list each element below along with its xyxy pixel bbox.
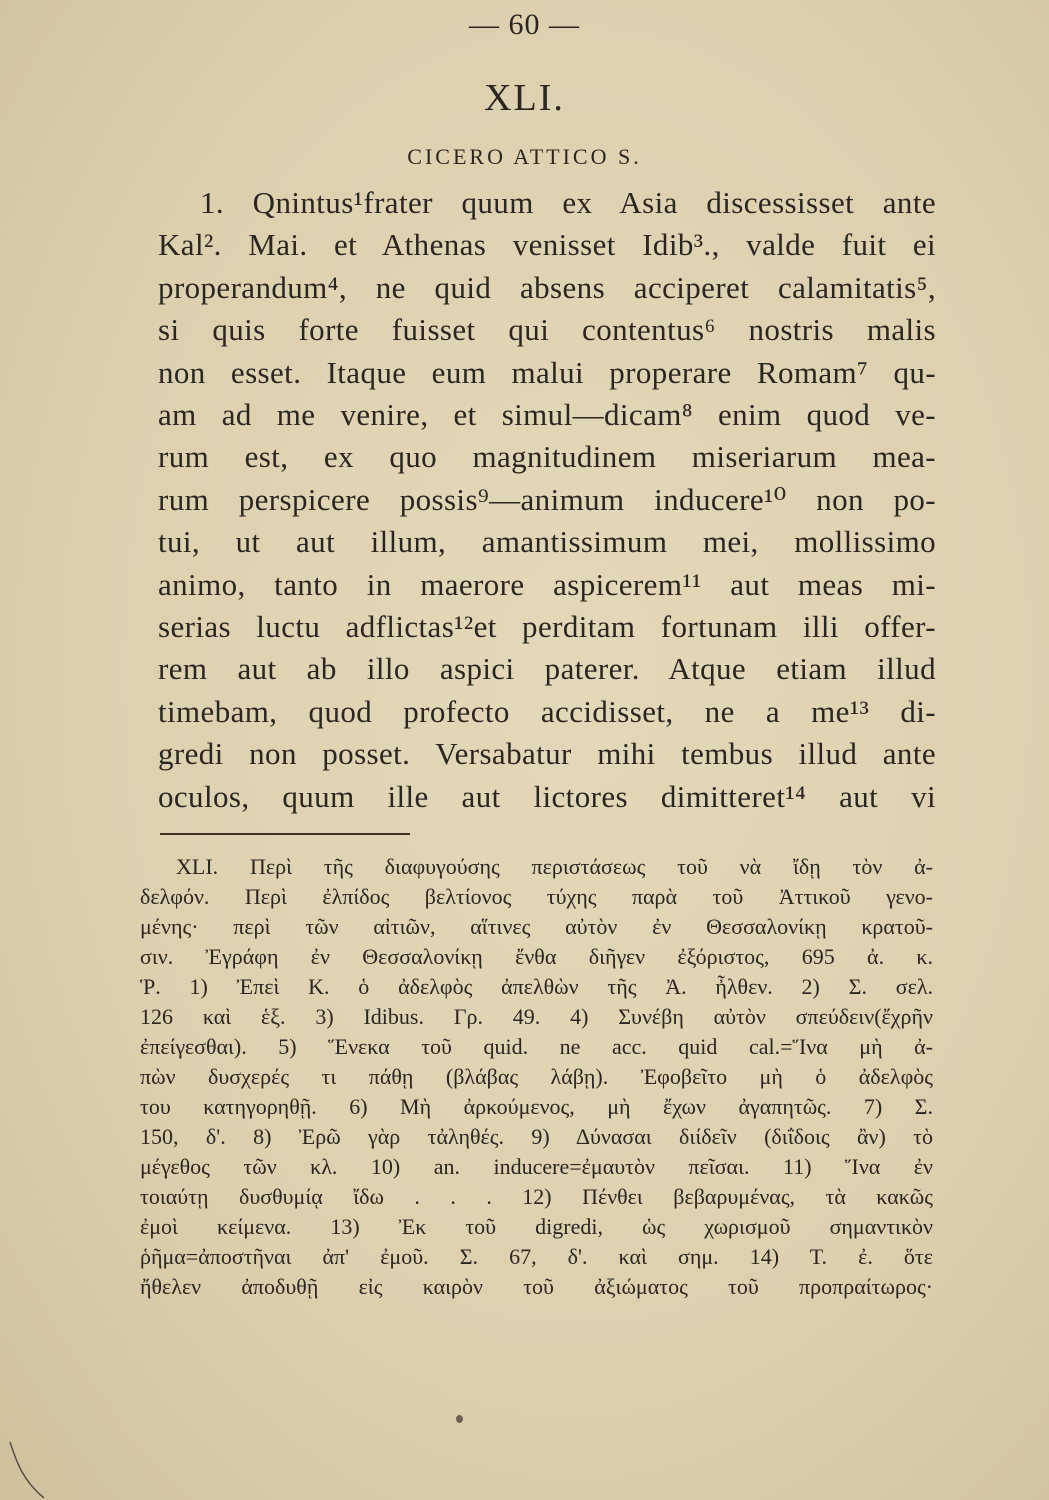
footnotes: [140, 852, 933, 1302]
body-line: animo, tanto in maerore aspicerem¹¹ aut meas mi-: [158, 566, 936, 602]
footnote-line: μέγεθος τῶν κλ. 10) an. inducere=ἐμαυτὸν πεῖσαι. 11) Ἵνα ἐν: [140, 1154, 933, 1179]
footnote-line: του κατηγορηθῇ. 6) Μὴ ἀρκούμενος, μὴ ἔχων ἀγαπητῶς. 7) Σ.: [140, 1094, 933, 1119]
footnote-line: Ῥ. 1) Ἐπεὶ Κ. ὁ ἀδελφὸς ἀπελθὼν τῆς Ἀ. ἦλθεν. 2) Σ. σελ.: [140, 974, 933, 999]
body-line: properandum⁴, ne quid absens acciperet calamitatis⁵,: [158, 269, 936, 305]
footnote-line: μένης· περὶ τῶν αἰτιῶν, αἵτινες αὐτὸν ἐν Θεσσαλονίκῃ κρατοῦ-: [140, 914, 933, 939]
body-line: si quis forte fuisset qui contentus⁶ nostris malis: [158, 312, 936, 348]
footnote-line: 126 καὶ ἑξ. 3) Idibus. Γρ. 49. 4) Συνέβη αὐτὸν σπεύδειν(ἔχρῆν: [140, 1004, 933, 1029]
body-line: non esset. Itaque eum malui properare Romam⁷ qu-: [158, 354, 936, 390]
ink-speck: [456, 1415, 463, 1423]
page-corner-mark: [8, 1440, 48, 1500]
letter-number-heading: XLI.: [484, 77, 565, 119]
footnote-line: πὼν δυσχερές τι πάθῃ (βλάβας λάβῃ). Ἐφοβεῖτο μὴ ὁ ἀδελφὸς: [140, 1064, 933, 1089]
body-line: oculos, quum ille aut lictores dimitteret¹⁴ aut vi: [158, 778, 936, 814]
body-line: tui, ut aut illum, amantissimum mei, mollissimo: [158, 524, 936, 560]
footnote-line: τοιαύτῃ δυσθυμίᾳ ἴδω . . . 12) Πένθει βεβαρυμένας, τὰ κακῶς: [140, 1184, 933, 1209]
body-line: am ad me venire, et simul—dicam⁸ enim quod ve-: [158, 397, 936, 433]
footnote-separator-rule: [160, 833, 410, 835]
footnote-line: ἐμοὶ κείμενα. 13) Ἐκ τοῦ digredi, ὡς χωρισμοῦ σημαντικὸν: [140, 1214, 933, 1239]
footnote-line: ἐπείγεσθαι). 5) Ἕνεκα τοῦ quid. ne acc. quid cal.=Ἵνα μὴ ἀ-: [140, 1034, 933, 1059]
body-line: Kal². Mai. et Athenas venisset Idib³., valde fuit ei: [158, 227, 936, 263]
body-line: rum est, ex quo magnitudinem miseriarum mea-: [158, 439, 936, 475]
page-number: — 60 —: [469, 8, 580, 41]
body-line: rem aut ab illo aspici paterer. Atque etiam illud: [158, 651, 936, 687]
body-line: rum perspicere possis⁹—animum inducere¹⁰ non po-: [158, 481, 936, 517]
body-line: gredi non posset. Versabatur mihi tembus illud ante: [158, 736, 936, 772]
letter-salutation: CICERO ATTICO S.: [407, 144, 642, 169]
body-line: serias luctu adflictas¹²et perditam fortunam illi offer-: [158, 609, 936, 645]
footnote-line: ἤθελεν ἀποδυθῇ εἰς καιρὸν τοῦ ἀξιώματος τοῦ προπραίτωρος·: [140, 1274, 933, 1299]
footnote-line: δελφόν. Περὶ ἐλπίδος βελτίονος τύχης παρὰ τοῦ Ἀττικοῦ γενο-: [140, 884, 933, 909]
letter-body: [158, 182, 936, 818]
footnote-line: XLI. Περὶ τῆς διαφυγούσης περιστάσεως τοῦ νὰ ἴδῃ τὸν ἀ-: [176, 854, 933, 879]
footnote-line: 150, δ'. 8) Ἐρῶ γὰρ τἀληθές. 9) Δύνασαι διίδεῖν (διΐδοις ἂν) τὸ: [140, 1124, 933, 1149]
footnote-line: ῥῆμα=ἀποστῆναι ἀπ' ἐμοῦ. Σ. 67, δ'. καὶ σημ. 14) Τ. ἐ. ὅτε: [140, 1244, 933, 1269]
body-line: 1. Qnintus¹frater quum ex Asia discessisset ante: [200, 185, 936, 220]
body-line: timebam, quod profecto accidisset, ne a me¹³ di-: [158, 693, 936, 729]
footnote-line: σιν. Ἐγράφη ἐν Θεσσαλονίκῃ ἔνθα διῆγεν ἐξόριστος, 695 ἀ. κ.: [140, 944, 933, 969]
